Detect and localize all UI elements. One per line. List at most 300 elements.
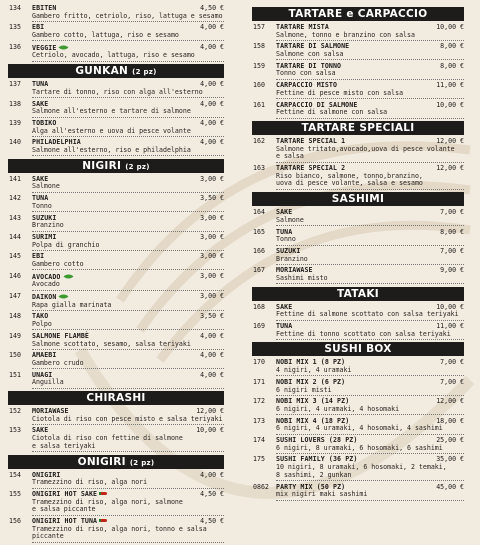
item-price: 4,00 € xyxy=(200,118,224,127)
item-price: 4,00 € xyxy=(200,42,224,51)
item-body xyxy=(32,120,224,137)
menu-item xyxy=(252,267,464,284)
item-price: 4,00 € xyxy=(200,138,224,147)
item-description: Salmone con salsa xyxy=(276,50,344,59)
menu-item xyxy=(8,101,224,118)
item-price: 7,00 € xyxy=(440,358,464,367)
section-title: GUNKAN xyxy=(75,65,129,78)
item-body xyxy=(276,209,464,226)
item-body xyxy=(276,398,464,415)
item-name: SUZUKI xyxy=(276,246,301,255)
item-description: Salmone all'esterno e tartare di salmone xyxy=(32,107,191,116)
item-name: TARTARE MISTA xyxy=(276,23,329,31)
item-name: TOBIKO xyxy=(32,118,57,127)
menu-item xyxy=(8,81,224,98)
item-code: 136 xyxy=(9,42,21,51)
item-name: NOBI MIX 3 xyxy=(276,397,317,406)
chili-icon xyxy=(101,519,107,522)
item-description: Salmone xyxy=(32,182,60,191)
menu-item xyxy=(8,352,224,369)
item-code: 134 xyxy=(9,4,21,12)
item-name: EBITEN xyxy=(32,4,57,12)
item-price: 3,50 € xyxy=(200,312,224,321)
item-price: 4,50 € xyxy=(200,4,224,12)
item-top-row xyxy=(32,176,224,184)
item-name: CARPACCIO MISTO xyxy=(276,81,338,90)
menu-item xyxy=(8,293,224,311)
menu-item xyxy=(8,472,224,489)
item-body xyxy=(276,379,464,396)
menu-item xyxy=(8,313,224,330)
menu-item xyxy=(252,248,464,265)
item-description: Fettine di pesce misto con salsa xyxy=(276,88,404,97)
menu-item xyxy=(252,63,464,80)
section-title: SASHIMI xyxy=(331,193,385,206)
item-portion: (36 PZ) xyxy=(328,455,358,464)
item-name: PHILADELPHIA xyxy=(32,138,81,147)
item-name: VEGGIE xyxy=(32,43,57,52)
item-price: 4,50 € xyxy=(200,517,224,525)
menu-item xyxy=(252,359,464,376)
item-price: 3,00 € xyxy=(200,292,224,301)
item-description: 8 sashimi, 2 gunkan xyxy=(276,470,352,479)
item-top-row xyxy=(32,195,224,203)
item-description: Tramezzino di riso, alga nori, tonno e salsa piccante xyxy=(32,524,207,541)
item-code: 164 xyxy=(253,208,265,217)
item-code: 170 xyxy=(253,358,265,367)
item-portion: (50 PZ) xyxy=(316,482,346,491)
item-code: 152 xyxy=(9,407,21,416)
item-description: Avocado xyxy=(32,280,60,289)
item-code: 167 xyxy=(253,266,265,275)
item-price: 8,00 € xyxy=(440,42,464,51)
item-description: 6 nigiri, 4 uramaki, 4 hosomaki xyxy=(276,404,400,413)
item-description: mix nigiri maki sashimi xyxy=(276,490,368,499)
menu-item xyxy=(252,102,464,119)
menu-item xyxy=(252,456,464,481)
item-price: 10,00 € xyxy=(436,23,464,31)
menu-item xyxy=(252,24,464,41)
item-portion: (28 PZ) xyxy=(328,436,358,445)
menu-item xyxy=(8,427,224,452)
item-portion: (6 PZ) xyxy=(320,377,346,386)
item-name: NOBI MIX 2 xyxy=(276,377,317,386)
item-body xyxy=(32,81,224,98)
item-code: 151 xyxy=(9,370,21,379)
item-description: Ciotola di riso con fettine di salmone xyxy=(32,434,183,443)
item-body xyxy=(276,267,464,284)
item-name: TUNA xyxy=(276,227,293,236)
item-price: 8,00 € xyxy=(440,61,464,70)
item-description: Tonno xyxy=(32,201,52,210)
item-description: 10 nigiri, 8 uramaki, 6 hosomaki, 2 temaki, xyxy=(276,463,447,472)
item-body xyxy=(276,102,464,119)
item-price: 45,00 € xyxy=(436,482,464,491)
item-name: AVOCADO xyxy=(32,272,61,281)
item-body xyxy=(32,253,224,270)
item-name: TARTARE DI SALMONE xyxy=(276,42,350,51)
item-body xyxy=(32,333,224,350)
item-code: 154 xyxy=(9,470,21,479)
item-price: 10,00 € xyxy=(196,426,224,435)
section-title: SUSHI BOX xyxy=(324,343,392,356)
item-price: 4,50 € xyxy=(200,489,224,498)
section-title: ONIGIRI xyxy=(77,455,126,468)
menu-item xyxy=(8,408,224,425)
menu-item xyxy=(252,323,464,340)
item-description: 6 nigiri misti xyxy=(276,385,332,394)
item-name: TUNA xyxy=(32,194,49,203)
item-code: 174 xyxy=(253,436,265,445)
item-body xyxy=(32,44,224,62)
item-description: Fettine di salmone con salsa xyxy=(276,108,388,117)
item-description: Rapa gialla marinata xyxy=(32,300,112,309)
item-name: MORIAWASE xyxy=(276,266,313,275)
menu-item xyxy=(8,253,224,270)
item-description: Fettine di salmone scottato con salsa teriyaki xyxy=(276,310,459,319)
item-code: 163 xyxy=(253,164,265,173)
item-name: ONIGIRI HOT TUNA xyxy=(32,517,98,525)
item-name: ONIGIRI xyxy=(32,470,61,479)
item-body xyxy=(276,323,464,340)
item-code: 0862 xyxy=(253,482,269,491)
section-header xyxy=(8,391,224,405)
item-description: Polpo xyxy=(32,320,52,329)
section-title: TARTARE e CARPACCIO xyxy=(288,8,428,20)
item-portion: (18 PZ) xyxy=(320,416,350,425)
menu-item xyxy=(8,44,224,62)
item-description: 6 nigiri, 4 uramaki, 4 hosomaki, 4 sashimi xyxy=(276,424,443,433)
menu-item xyxy=(8,176,224,193)
item-code: 171 xyxy=(253,377,265,386)
item-body xyxy=(32,24,224,41)
item-name: SALMONE FLAMBÈ xyxy=(32,331,89,340)
item-code: 141 xyxy=(9,174,21,183)
item-body xyxy=(276,248,464,265)
chili-icon xyxy=(101,492,107,495)
item-code: 173 xyxy=(253,416,265,425)
item-name: SUSHI LOVERS xyxy=(276,436,325,445)
menu-item xyxy=(252,165,464,190)
menu-item xyxy=(8,491,224,516)
item-body xyxy=(276,359,464,376)
item-code: 157 xyxy=(253,23,265,31)
item-code: 137 xyxy=(9,80,21,89)
item-portion: (14 PZ) xyxy=(320,397,350,406)
item-price: 8,00 € xyxy=(440,227,464,236)
item-code: 162 xyxy=(253,136,265,145)
item-body xyxy=(32,176,224,193)
item-body xyxy=(32,234,224,251)
item-description: Branzino xyxy=(32,221,64,230)
item-body xyxy=(32,101,224,118)
item-code: 147 xyxy=(9,292,21,301)
item-description: Tonno xyxy=(276,235,296,244)
menu-item xyxy=(8,234,224,251)
section-title: TARTARE SPECIALI xyxy=(301,121,415,134)
item-description: Cetriolo, avocado, lattuga, riso e sesamo xyxy=(32,51,195,60)
item-code: 168 xyxy=(253,302,265,311)
item-name: SAKE xyxy=(32,426,49,435)
item-description: Gambero crudo xyxy=(32,358,84,367)
item-body xyxy=(32,427,224,452)
item-price: 4,00 € xyxy=(200,370,224,379)
item-price: 12,00 € xyxy=(436,164,464,173)
item-name: DAIKON xyxy=(32,293,57,302)
item-code: 144 xyxy=(9,232,21,241)
item-name: MORIAWASE xyxy=(32,407,69,416)
menu-item xyxy=(8,372,224,389)
item-name: NOBI MIX 4 xyxy=(276,416,317,425)
item-top-row xyxy=(32,273,224,282)
menu-item xyxy=(252,43,464,60)
item-price: 3,00 € xyxy=(200,232,224,241)
item-name: TUNA xyxy=(276,322,293,331)
section-portion: (2 pz) xyxy=(132,68,157,77)
item-body xyxy=(276,82,464,99)
item-price: 12,00 € xyxy=(436,136,464,145)
section-portion: (2 pz) xyxy=(125,162,150,171)
item-price: 3,00 € xyxy=(200,252,224,261)
item-price: 3,00 € xyxy=(200,174,224,183)
item-description: Branzino xyxy=(276,254,308,263)
item-code: 143 xyxy=(9,213,21,222)
item-code: 139 xyxy=(9,118,21,127)
item-code: 142 xyxy=(9,194,21,203)
item-description: 4 nigiri, 4 uramaki xyxy=(276,366,352,375)
item-code: 155 xyxy=(9,489,21,498)
item-code: 175 xyxy=(253,455,265,464)
item-code: 169 xyxy=(253,322,265,331)
section-header xyxy=(252,192,464,206)
item-description: Salmone, tonno e branzino con salsa xyxy=(276,30,415,39)
item-price: 11,00 € xyxy=(436,81,464,90)
item-body xyxy=(32,408,224,425)
section-header xyxy=(252,342,464,356)
item-name: SAKE xyxy=(276,302,293,311)
item-body xyxy=(276,138,464,163)
item-name: TAKO xyxy=(32,312,49,321)
item-body xyxy=(276,456,464,481)
item-code: 153 xyxy=(9,426,21,435)
item-price: 18,00 € xyxy=(436,416,464,425)
section-title: NIGIRI xyxy=(82,159,122,172)
menu-item xyxy=(8,195,224,212)
item-top-row xyxy=(276,229,464,237)
item-body xyxy=(32,273,224,291)
item-description: e salsa teriyaki xyxy=(32,441,96,450)
menu-item xyxy=(252,82,464,99)
item-price: 10,00 € xyxy=(436,302,464,311)
item-description: Alga all'esterno e uova di pesce volante xyxy=(32,126,191,135)
item-code: 145 xyxy=(9,252,21,261)
item-description: Sashimi misto xyxy=(276,274,328,283)
item-price: 12,00 € xyxy=(196,407,224,416)
item-name: EBI xyxy=(32,252,45,261)
menu-item xyxy=(252,379,464,396)
item-body xyxy=(276,304,464,321)
item-body xyxy=(276,229,464,246)
right-column xyxy=(252,5,464,503)
item-price: 4,00 € xyxy=(200,331,224,340)
item-name: SUSHI FAMILY xyxy=(276,455,325,464)
menu-item xyxy=(8,24,224,41)
item-body xyxy=(32,313,224,330)
section-title: CHIRASHI xyxy=(86,392,146,405)
item-name: TARTARE DI TONNO xyxy=(276,61,342,70)
item-body xyxy=(32,139,224,156)
item-price: 3,50 € xyxy=(200,194,224,203)
item-price: 3,00 € xyxy=(200,213,224,222)
item-description: Salmone scottato, sesamo, salsa teriyaki xyxy=(32,339,191,348)
item-body xyxy=(276,63,464,80)
item-name: SAKE xyxy=(32,174,49,183)
item-description: e salsa piccante xyxy=(32,505,96,514)
item-description: Tartare di tonno, riso con alga all'esterno xyxy=(32,87,203,96)
item-body xyxy=(276,165,464,190)
menu-item xyxy=(8,333,224,350)
item-price: 7,00 € xyxy=(440,208,464,217)
menu-item xyxy=(252,138,464,163)
item-body xyxy=(32,293,224,311)
item-name: UNAGI xyxy=(32,370,53,379)
menu-item xyxy=(8,120,224,137)
item-name: SAKE xyxy=(32,99,49,108)
item-body xyxy=(32,215,224,232)
item-body xyxy=(276,43,464,60)
item-portion: (8 PZ) xyxy=(320,358,346,367)
item-name: ONIGIRI HOT SAKE xyxy=(32,489,98,498)
item-code: 166 xyxy=(253,246,265,255)
item-price: 4,00 € xyxy=(200,351,224,360)
item-name: NOBI MIX 1 xyxy=(276,358,317,367)
item-name: PARTY MIX xyxy=(276,482,313,491)
item-price: 35,00 € xyxy=(436,455,464,464)
item-description: Anguilla xyxy=(32,378,64,387)
item-code: 159 xyxy=(253,61,265,70)
section-header xyxy=(8,159,224,173)
item-name: TARTARE SPECIAL 2 xyxy=(276,164,346,173)
item-price: 12,00 € xyxy=(436,397,464,406)
item-name: SAKE xyxy=(276,208,293,217)
item-description: Ciotola di riso con pesce misto e salsa teriyaki xyxy=(32,414,223,423)
item-name: SUZUKI xyxy=(32,213,57,222)
item-price: 4,00 € xyxy=(200,80,224,89)
item-price: 7,00 € xyxy=(440,377,464,386)
section-header xyxy=(252,287,464,301)
leaf-icon xyxy=(63,271,73,281)
section-portion: (2 pz) xyxy=(129,458,155,467)
item-body xyxy=(32,472,224,489)
menu-item xyxy=(252,209,464,226)
item-top-row xyxy=(276,209,464,217)
item-code: 160 xyxy=(253,81,265,90)
item-price: 10,00 € xyxy=(436,100,464,109)
item-description: uova di pesce volante, salsa e sesamo xyxy=(276,179,423,188)
item-price: 4,00 € xyxy=(200,23,224,32)
item-description: Gambero cotto xyxy=(32,260,84,268)
item-description: Gambero fritto, cetriolo, riso, lattuga e sesamo xyxy=(32,11,223,20)
menu-item xyxy=(8,215,224,232)
item-description: Fettine di tonno scottato con salsa teriyaki xyxy=(276,329,451,338)
item-body xyxy=(32,5,224,22)
item-name: AMAEBI xyxy=(32,351,57,360)
item-description: Gambero cotto, lattuga, riso e sesamo xyxy=(32,31,179,40)
item-description: Salmone all'esterno, riso e philadelphia xyxy=(32,146,191,155)
menu-item xyxy=(252,437,464,454)
item-description: Tramezzino di riso, alga nori, salmone xyxy=(32,497,183,506)
item-code: 140 xyxy=(9,138,21,147)
item-code: 149 xyxy=(9,331,21,340)
item-price: 25,00 € xyxy=(436,436,464,445)
item-body xyxy=(32,352,224,369)
item-description: Tramezzino di riso, alga nori xyxy=(32,478,148,487)
item-code: 135 xyxy=(9,23,21,32)
menu-item xyxy=(252,484,464,501)
item-code: 156 xyxy=(9,517,21,525)
item-body xyxy=(276,24,464,41)
item-price: 11,00 € xyxy=(436,322,464,331)
item-top-row xyxy=(32,313,224,321)
item-description: Salmone xyxy=(276,215,304,224)
item-description: Riso bianco, salmone, tonno,branzino, xyxy=(276,171,423,180)
item-body xyxy=(32,372,224,389)
item-body xyxy=(32,491,224,516)
menu-item xyxy=(8,273,224,291)
item-price: 7,00 € xyxy=(440,246,464,255)
item-name: EBI xyxy=(32,23,45,32)
item-body xyxy=(276,437,464,454)
item-price: 3,00 € xyxy=(200,271,224,280)
menu-item xyxy=(8,518,224,543)
item-code: 138 xyxy=(9,99,21,108)
section-header xyxy=(8,64,224,78)
item-description: e salsa xyxy=(276,152,304,161)
item-name: TARTARE SPECIAL 1 xyxy=(276,136,346,145)
item-description: 6 nigiri, 8 uramaki, 6 hosomaki, 6 sashimi xyxy=(276,443,443,452)
section-header xyxy=(252,121,464,135)
item-price: 4,00 € xyxy=(200,470,224,479)
item-body xyxy=(276,418,464,435)
item-code: 172 xyxy=(253,397,265,406)
menu-item xyxy=(252,304,464,321)
item-code: 146 xyxy=(9,271,21,280)
menu-item xyxy=(252,229,464,246)
item-description: Tonno con salsa xyxy=(276,69,336,78)
item-code: 165 xyxy=(253,227,265,236)
item-body xyxy=(276,484,464,501)
item-code: 148 xyxy=(9,312,21,321)
item-code: 150 xyxy=(9,351,21,360)
left-column xyxy=(8,5,224,545)
item-name: CARPACCIO DI SALMONE xyxy=(276,100,358,109)
menu-item xyxy=(252,418,464,435)
item-body xyxy=(32,195,224,212)
section-title: TATAKI xyxy=(337,287,379,300)
item-description: Salmone tritato,avocado,uova di pesce volante xyxy=(276,144,455,153)
menu-item xyxy=(8,5,224,22)
item-name: TUNA xyxy=(32,80,49,89)
item-price: 4,00 € xyxy=(200,99,224,108)
section-header xyxy=(8,455,224,469)
item-code: 158 xyxy=(253,42,265,51)
item-price: 9,00 € xyxy=(440,266,464,275)
section-header xyxy=(252,7,464,21)
item-description: Polpa di granchio xyxy=(32,240,100,249)
item-code: 161 xyxy=(253,100,265,109)
menu-item xyxy=(8,139,224,156)
menu-item xyxy=(252,398,464,415)
